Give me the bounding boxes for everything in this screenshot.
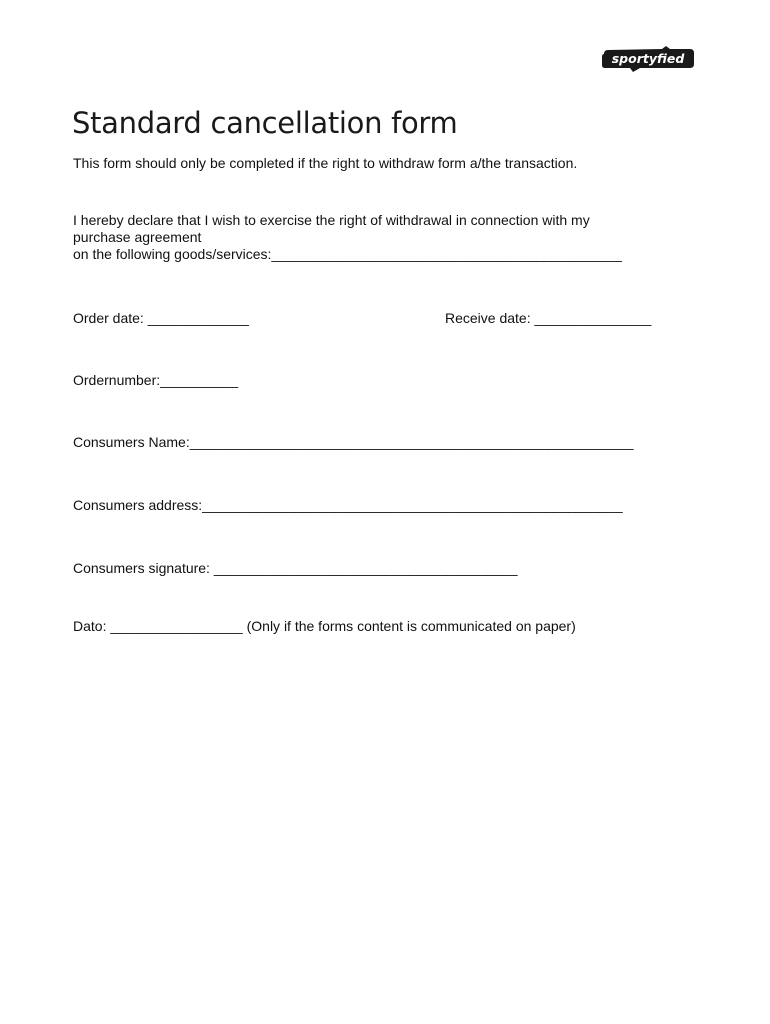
- goods-services-field[interactable]: on the following goods/services:_____________________________________________: [73, 246, 622, 262]
- dato-field[interactable]: Dato: _________________ (Only if the forms content is communicated on paper): [73, 618, 576, 634]
- declaration-line: purchase agreement: [73, 229, 202, 245]
- consumers-signature-field[interactable]: Consumers signature: _______________________________________: [73, 560, 518, 576]
- form-title: Standard cancellation form: [72, 106, 458, 140]
- order-date-field[interactable]: Order date: _____________: [73, 310, 249, 326]
- svg-text:sportyfied: sportyfied: [611, 51, 685, 66]
- withdrawal-declaration: [73, 212, 683, 263]
- receive-date-field[interactable]: Receive date: _______________: [445, 310, 652, 326]
- sportyfied-logo-icon: [600, 44, 696, 74]
- ordernumber-field[interactable]: Ordernumber:__________: [73, 372, 239, 388]
- form-subtitle: This form should only be completed if the right to withdraw form a/the transaction.: [73, 155, 578, 171]
- consumers-name-field[interactable]: Consumers Name:_________________________________________________________: [73, 434, 634, 450]
- consumers-address-field[interactable]: Consumers address:______________________________________________________: [73, 497, 623, 513]
- declaration-line: I hereby declare that I wish to exercise the right of withdrawal in connection with my: [73, 212, 590, 228]
- sportyfied-logo: [600, 44, 696, 74]
